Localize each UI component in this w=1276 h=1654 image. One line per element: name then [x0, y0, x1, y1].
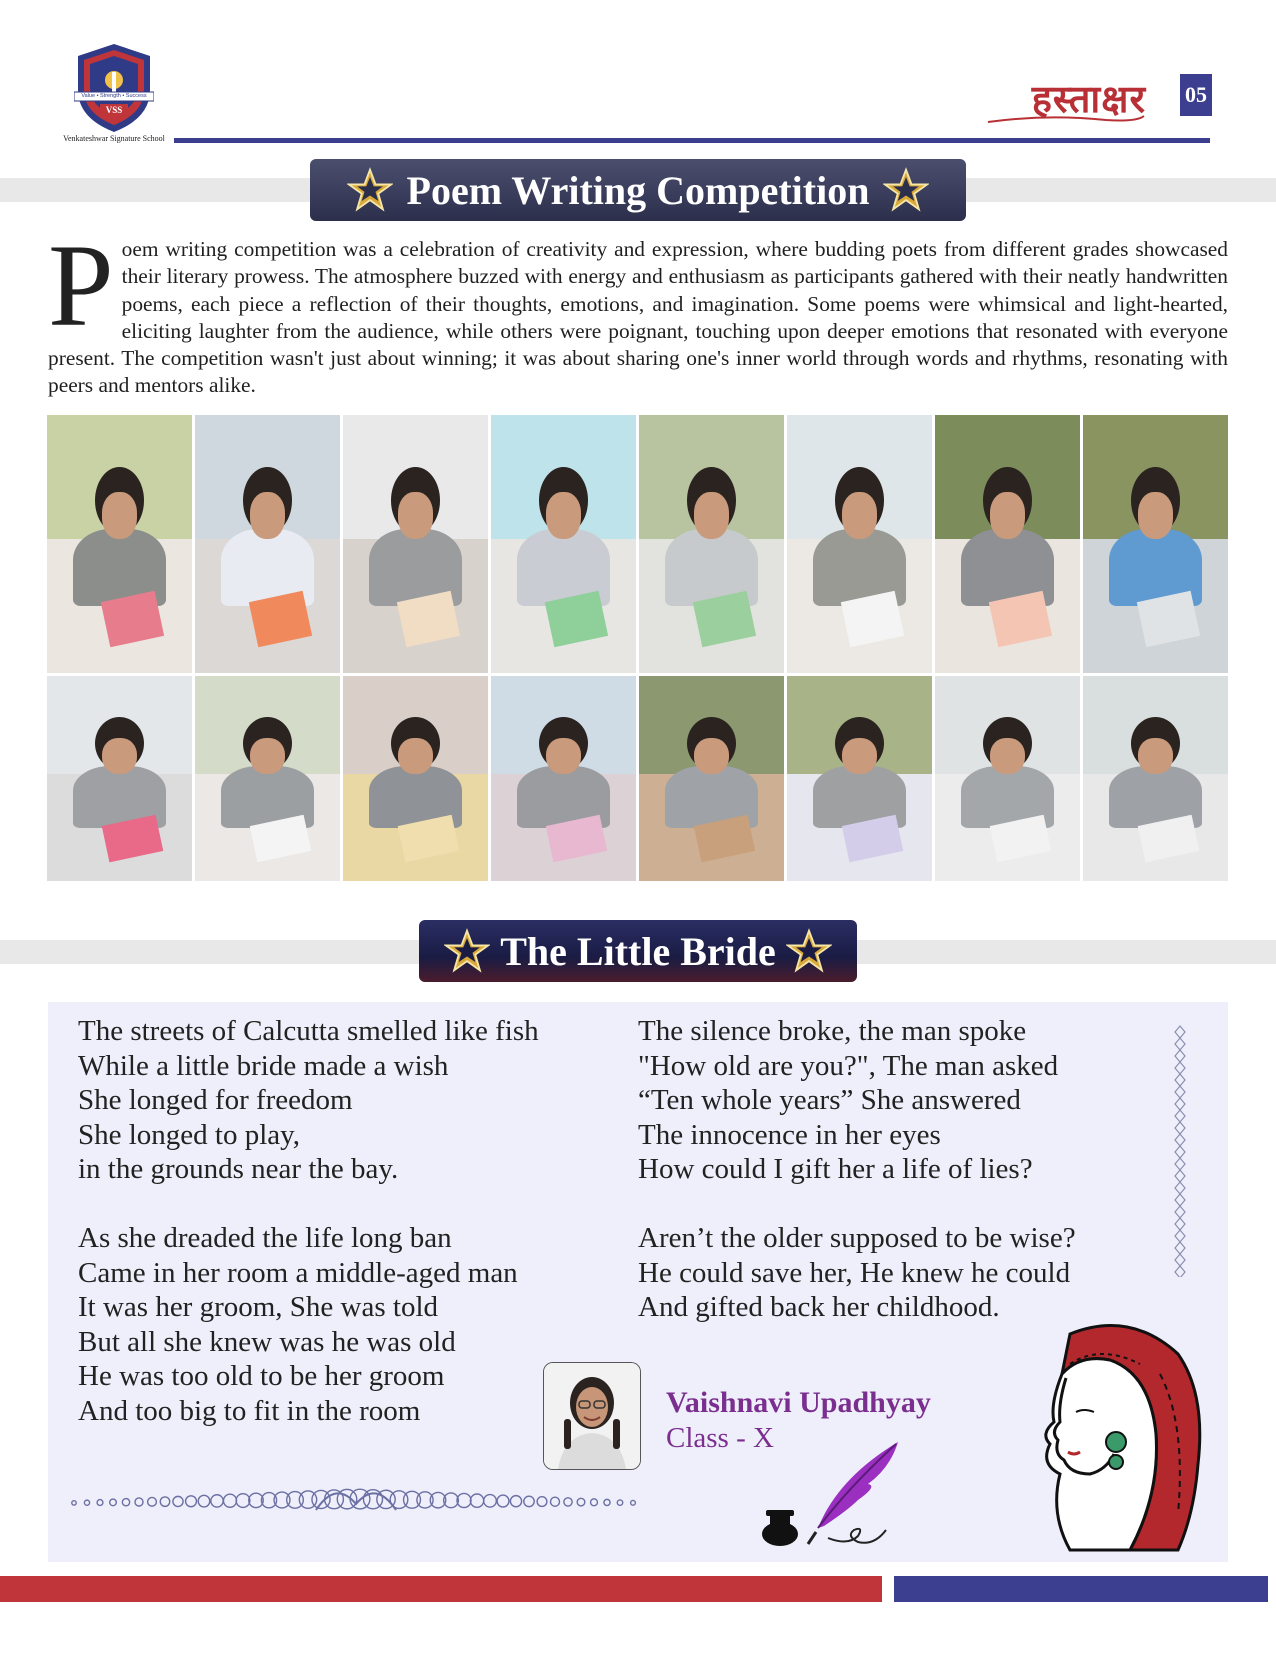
poem-line: He was too old to be her groom — [78, 1360, 445, 1392]
drop-cap: P — [48, 220, 114, 351]
logo-initials: VSS — [105, 105, 123, 115]
poem-line: While a little bride made a wish — [78, 1049, 449, 1082]
photo-face — [398, 738, 433, 775]
photo-face — [250, 492, 285, 538]
poem-line: But all she knew was he was old — [78, 1325, 456, 1358]
poem-line: The innocence in her eyes — [638, 1118, 941, 1151]
photo-face — [694, 492, 729, 538]
poem-line: “Ten whole years” She answered — [638, 1084, 1021, 1116]
intro-text: oem writing competition was a celebration of creativity and expression, where budding poets from different grades showcased their literary prowess. The atmosphere buzzed with energy and enthusiasm as participants gathered with their neatly handwritten poems, each piece a reflection of their thoughts, emotions, and imagination. Some poems were whimsical and light-hearted, eliciting laughter from the audience, while others were poignant, touching upon deeper emotions that resonated with everyone present. The competition wasn't just about winning; it was about sharing one's inner world through words and rhythms, resonating with peers and mentors alike. — [48, 237, 1228, 398]
poem-line: Came in her room a middle-aged man — [78, 1256, 518, 1289]
photo-grid — [47, 415, 1228, 881]
chain-ornament — [1173, 1022, 1187, 1277]
poem-line: in the grounds near the bay. — [78, 1153, 399, 1185]
portrait-icon — [544, 1363, 640, 1469]
brand-title: हस्ताक्षर — [1031, 77, 1146, 121]
competition-photo — [639, 415, 784, 673]
competition-photo — [343, 676, 488, 881]
competition-photo — [491, 415, 636, 673]
photo-face — [250, 738, 285, 775]
author-name: Vaishnavi Upadhyay — [666, 1386, 931, 1419]
photo-face — [990, 492, 1025, 538]
footer-bar-blue — [894, 1576, 1268, 1602]
photo-face — [546, 492, 581, 538]
photo-face — [546, 738, 581, 775]
competition-photo — [935, 676, 1080, 881]
poem-line: As she dreaded the life long ban — [78, 1222, 452, 1254]
intro-paragraph — [48, 220, 1228, 400]
poem-line: The streets of Calcutta smelled like fish — [78, 1015, 539, 1047]
photo-face — [1138, 738, 1173, 775]
poem-box — [48, 1002, 1228, 1562]
competition-photo — [47, 415, 192, 673]
poem-title: The Little Bride — [500, 928, 776, 974]
author-class: Class - X — [666, 1422, 774, 1454]
poem-line: And too big to fit in the room — [78, 1394, 421, 1427]
section-banner-poem-competition — [310, 159, 966, 221]
page-number: 05 — [1180, 74, 1212, 116]
competition-photo — [195, 676, 340, 881]
photo-face — [1138, 492, 1173, 538]
flourish-divider — [66, 1480, 646, 1520]
star-icon — [883, 167, 929, 213]
header-rule — [174, 138, 1210, 143]
photo-face — [842, 492, 877, 538]
poem-column-left — [78, 1014, 618, 1428]
photo-face — [842, 738, 877, 775]
competition-photo — [787, 415, 932, 673]
poem-line: She longed to play, — [78, 1118, 301, 1151]
competition-photo — [343, 415, 488, 673]
photo-face — [102, 492, 137, 538]
author-photo — [543, 1362, 641, 1470]
poem-line: "How old are you?", The man asked — [638, 1049, 1059, 1082]
poem-line: She longed for freedom — [78, 1084, 353, 1116]
star-icon — [786, 928, 832, 974]
poem-line: How could I gift her a life of lies? — [638, 1153, 1033, 1185]
competition-photo — [639, 676, 784, 881]
competition-photo — [787, 676, 932, 881]
swash-decoration — [986, 112, 1146, 126]
school-name: Venkateshwar Signature School — [63, 134, 165, 143]
star-icon — [444, 928, 490, 974]
footer-bar-red — [0, 1576, 882, 1602]
photo-face — [398, 492, 433, 538]
photo-face — [694, 738, 729, 775]
poem-line: He could save her, He knew he could — [638, 1256, 1071, 1289]
competition-photo — [1083, 415, 1228, 673]
poem-line: The silence broke, the man spoke — [638, 1015, 1027, 1047]
competition-photo — [195, 415, 340, 673]
poem-line: Aren’t the older supposed to be wise? — [638, 1222, 1076, 1254]
competition-photo — [1083, 676, 1228, 881]
poem-line: And gifted back her childhood. — [638, 1291, 1000, 1323]
poem-line: It was her groom, She was told — [78, 1291, 439, 1323]
photo-face — [990, 738, 1025, 775]
competition-photo — [47, 676, 192, 881]
logo-motto: Value • Strength • Success — [81, 93, 147, 99]
section-title: Poem Writing Competition — [406, 167, 870, 213]
competition-photo — [935, 415, 1080, 673]
bride-illustration — [1010, 1314, 1210, 1554]
star-icon — [347, 167, 393, 213]
competition-photo — [491, 676, 636, 881]
shield-icon — [74, 42, 154, 134]
quill-ink-icon — [758, 1438, 908, 1548]
section-banner-little-bride — [419, 920, 857, 982]
poem-column-right — [638, 1014, 1158, 1325]
photo-face — [102, 738, 137, 775]
